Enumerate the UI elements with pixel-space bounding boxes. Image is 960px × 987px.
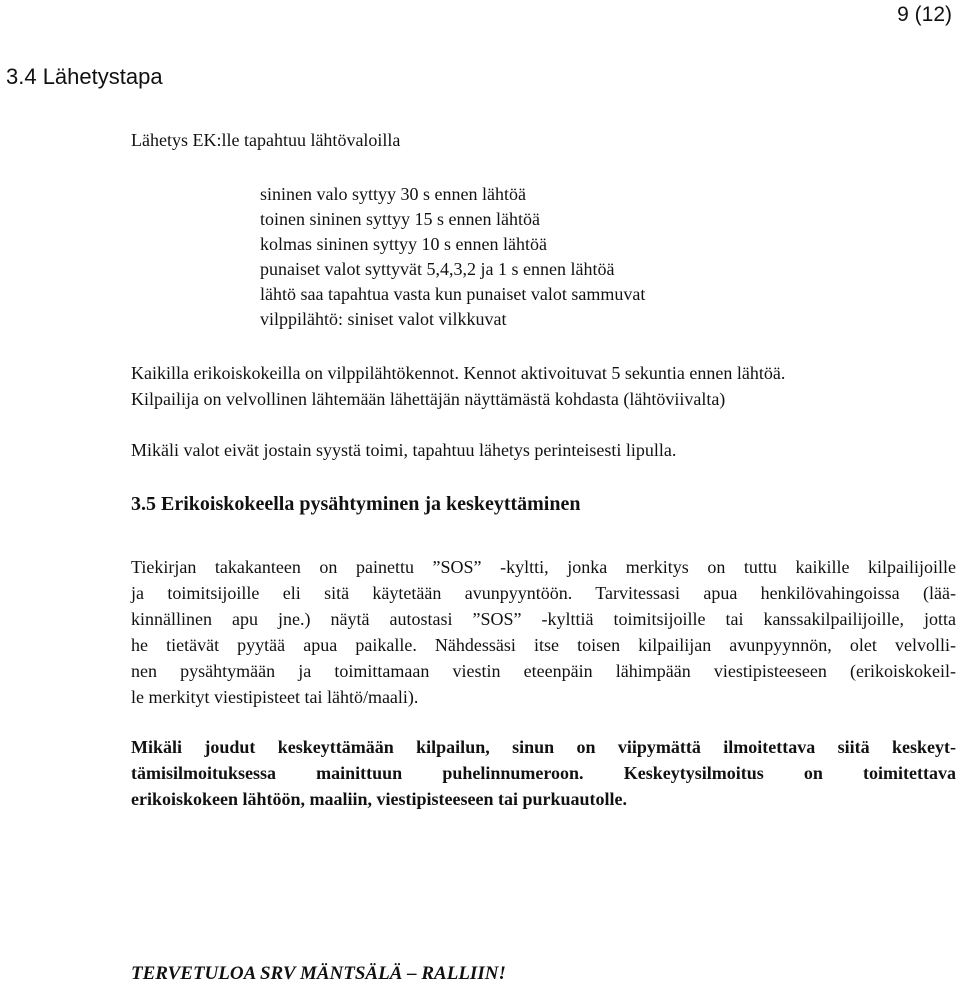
sos-line: he tietävät pyytää apua paikalle. Nähdessäsi itse toisen kilpailijan avunpyynnön, olet velvolli-: [131, 635, 956, 655]
page-number: 9 (12): [897, 3, 952, 26]
sos-line: nen pysähtymään ja toimittamaan viestin eteenpäin lähimpään viestipisteeseen (erikoiskokeil-: [131, 661, 956, 681]
abort-paragraph: [131, 734, 956, 812]
light-step: lähtö saa tapahtua vasta kun punaiset valot sammuvat: [260, 284, 646, 304]
false-start-paragraph: [131, 360, 956, 412]
abort-line: erikoiskokeen lähtöön, maaliin, viestipisteeseen tai purkuautolle.: [131, 789, 628, 809]
light-step: punaiset valot syttyvät 5,4,3,2 ja 1 s ennen lähtöä: [260, 259, 615, 279]
flag-start-fallback: Mikäli valot eivät jostain syystä toimi, tapahtuu lähetys perinteisesti lipulla.: [131, 440, 677, 460]
sos-line: le merkityt viestipisteet tai lähtö/maali).: [131, 687, 419, 707]
false-start-line: Kilpailija on velvollinen lähtemään lähettäjän näyttämästä kohdasta (lähtöviivalta): [131, 389, 726, 409]
sos-line: Tiekirjan takakanteen on painettu ”SOS” -kyltti, jonka merkitys on tuttu kaikille kilpailijoille: [131, 557, 956, 577]
sos-line: ja toimitsijoille eli sitä käytetään avunpyyntöön. Tarvitessasi apua henkilövahingoissa (lää-: [131, 583, 956, 603]
sos-line: kinnällinen apu jne.) näytä autostasi ”SOS” -kylttiä toimitsijoille tai kanssakilpailijoille, jotta: [131, 609, 956, 629]
sos-paragraph: [131, 554, 956, 710]
section-3-5-heading: 3.5 Erikoiskokeella pysähtyminen ja keskeyttäminen: [131, 493, 581, 515]
light-step: toinen sininen syttyy 15 s ennen lähtöä: [260, 209, 540, 229]
abort-line: Mikäli joudut keskeyttämään kilpailun, sinun on viipymättä ilmoitettava siitä keskeyt-: [131, 737, 956, 757]
section-3-4-heading: 3.4 Lähetystapa: [6, 64, 163, 89]
light-step: kolmas sininen syttyy 10 s ennen lähtöä: [260, 234, 547, 254]
light-step: vilppilähtö: siniset valot vilkkuvat: [260, 309, 507, 329]
light-step: sininen valo syttyy 30 s ennen lähtöä: [260, 184, 526, 204]
welcome-footer: TERVETULOA SRV MÄNTSÄLÄ – RALLIIN!: [131, 963, 506, 984]
start-method-intro: Lähetys EK:lle tapahtuu lähtövaloilla: [131, 130, 401, 150]
false-start-line: Kaikilla erikoiskokeilla on vilppilähtökennot. Kennot aktivoituvat 5 sekuntia ennen lähtöä.: [131, 363, 786, 383]
start-light-sequence: [260, 182, 645, 332]
abort-line: tämisilmoituksessa mainittuun puhelinnumeroon. Keskeytysilmoitus on toimitettava: [131, 763, 956, 783]
